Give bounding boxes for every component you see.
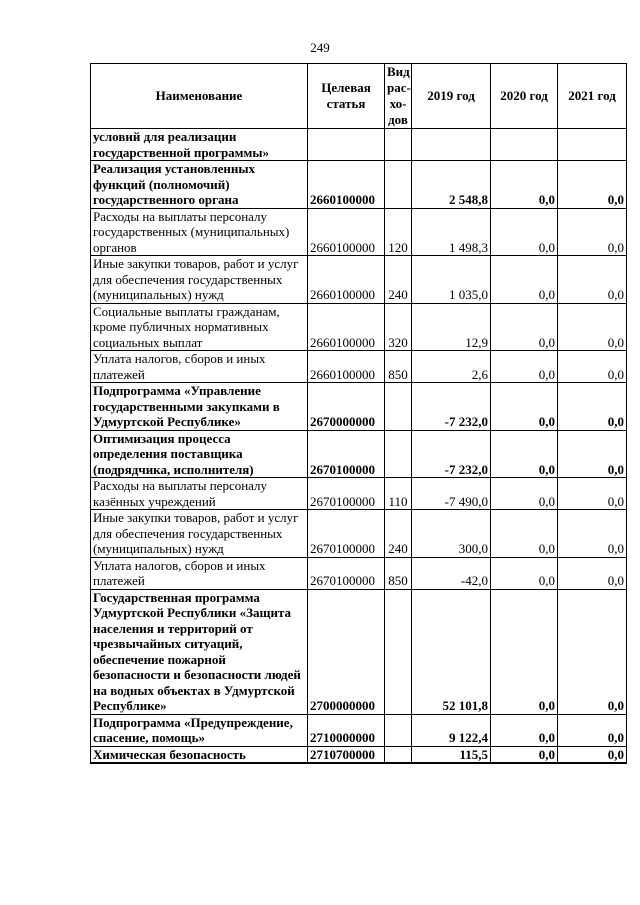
row-kind <box>385 129 412 161</box>
row-2019: -7 232,0 <box>412 430 491 478</box>
row-name: Подпрограмма «Управление государственными закупками в Удмуртской Республике» <box>91 383 308 431</box>
row-2021: 0,0 <box>558 746 627 763</box>
row-2019: 2,6 <box>412 351 491 383</box>
row-2020: 0,0 <box>491 256 558 304</box>
row-name: Иные закупки товаров, работ и услуг для обеспечения государственных (муниципальных) нужд <box>91 256 308 304</box>
row-2020: 0,0 <box>491 510 558 558</box>
row-code: 2710700000 <box>308 746 385 763</box>
row-kind <box>385 430 412 478</box>
row-2021: 0,0 <box>558 589 627 714</box>
table-row <box>91 351 627 383</box>
row-2021: 0,0 <box>558 303 627 351</box>
budget-table <box>90 63 627 764</box>
row-code: 2670000000 <box>308 383 385 431</box>
row-2019: 300,0 <box>412 510 491 558</box>
row-kind <box>385 161 412 209</box>
row-kind: 240 <box>385 510 412 558</box>
row-name: Реализация установленных функций (полномочий) государственного органа <box>91 161 308 209</box>
table-row <box>91 478 627 510</box>
row-code: 2670100000 <box>308 510 385 558</box>
row-kind: 120 <box>385 208 412 256</box>
row-2019: 1 498,3 <box>412 208 491 256</box>
row-2019 <box>412 129 491 161</box>
row-2020: 0,0 <box>491 383 558 431</box>
row-code: 2660100000 <box>308 256 385 304</box>
row-kind: 850 <box>385 351 412 383</box>
row-code: 2700000000 <box>308 589 385 714</box>
row-name: Государственная программа Удмуртской Республики «Защита населения и территорий от чрезвычайных ситуаций, обеспечение пожарной безопасности и безопасности людей на водных объектах в Удмуртской Республике» <box>91 589 308 714</box>
row-name: Расходы на выплаты персоналу казённых учреждений <box>91 478 308 510</box>
row-2021: 0,0 <box>558 430 627 478</box>
row-code: 2660100000 <box>308 303 385 351</box>
row-code: 2710000000 <box>308 714 385 746</box>
table-row <box>91 557 627 589</box>
row-2021: 0,0 <box>558 478 627 510</box>
row-2019: -7 232,0 <box>412 383 491 431</box>
row-kind <box>385 714 412 746</box>
row-kind <box>385 383 412 431</box>
row-name: Социальные выплаты гражданам, кроме публичных нормативных социальных выплат <box>91 303 308 351</box>
row-2021: 0,0 <box>558 557 627 589</box>
row-2020: 0,0 <box>491 589 558 714</box>
page-number: 249 <box>310 40 330 55</box>
row-kind: 240 <box>385 256 412 304</box>
row-name: условий для реализации государственной программы» <box>91 129 308 161</box>
row-2019: 52 101,8 <box>412 589 491 714</box>
row-2020: 0,0 <box>491 351 558 383</box>
row-2021: 0,0 <box>558 510 627 558</box>
row-kind: 110 <box>385 478 412 510</box>
table-row <box>91 510 627 558</box>
table-row <box>91 589 627 714</box>
table-row <box>91 746 627 763</box>
row-2019: -7 490,0 <box>412 478 491 510</box>
row-2020 <box>491 129 558 161</box>
header-2021: 2021 год <box>558 64 627 129</box>
row-name: Химическая безопасность <box>91 746 308 763</box>
row-kind: 320 <box>385 303 412 351</box>
row-code: 2660100000 <box>308 161 385 209</box>
row-code: 2660100000 <box>308 351 385 383</box>
row-2021: 0,0 <box>558 208 627 256</box>
row-code: 2670100000 <box>308 430 385 478</box>
table-row <box>91 430 627 478</box>
row-2019: 115,5 <box>412 746 491 763</box>
row-code: 2670100000 <box>308 557 385 589</box>
row-2020: 0,0 <box>491 161 558 209</box>
row-2019: 2 548,8 <box>412 161 491 209</box>
row-2020: 0,0 <box>491 714 558 746</box>
row-2020: 0,0 <box>491 557 558 589</box>
row-code <box>308 129 385 161</box>
row-name: Расходы на выплаты персоналу государственных (муниципальных) органов <box>91 208 308 256</box>
table-row <box>91 256 627 304</box>
row-name: Уплата налогов, сборов и иных платежей <box>91 557 308 589</box>
row-kind <box>385 589 412 714</box>
row-2020: 0,0 <box>491 746 558 763</box>
table-row <box>91 714 627 746</box>
table-row <box>91 383 627 431</box>
row-2019: 1 035,0 <box>412 256 491 304</box>
row-2021: 0,0 <box>558 161 627 209</box>
header-kind: Вид рас-хо-дов <box>385 64 412 129</box>
row-2021: 0,0 <box>558 714 627 746</box>
row-2020: 0,0 <box>491 303 558 351</box>
header-name: Наименование <box>91 64 308 129</box>
row-name: Уплата налогов, сборов и иных платежей <box>91 351 308 383</box>
row-name: Иные закупки товаров, работ и услуг для обеспечения государственных (муниципальных) нужд <box>91 510 308 558</box>
row-kind: 850 <box>385 557 412 589</box>
row-2021 <box>558 129 627 161</box>
table-header-row <box>91 64 627 129</box>
row-2019: -42,0 <box>412 557 491 589</box>
row-2021: 0,0 <box>558 383 627 431</box>
row-name: Подпрограмма «Предупреждение, спасение, помощь» <box>91 714 308 746</box>
table-row <box>91 129 627 161</box>
row-2020: 0,0 <box>491 208 558 256</box>
row-kind <box>385 746 412 763</box>
row-2019: 12,9 <box>412 303 491 351</box>
row-2020: 0,0 <box>491 430 558 478</box>
row-2021: 0,0 <box>558 351 627 383</box>
header-2019: 2019 год <box>412 64 491 129</box>
table-row <box>91 161 627 209</box>
row-code: 2670100000 <box>308 478 385 510</box>
header-code: Целевая статья <box>308 64 385 129</box>
row-code: 2660100000 <box>308 208 385 256</box>
row-name: Оптимизация процесса определения поставщика (подрядчика, исполнителя) <box>91 430 308 478</box>
row-2020: 0,0 <box>491 478 558 510</box>
row-2021: 0,0 <box>558 256 627 304</box>
row-2019: 9 122,4 <box>412 714 491 746</box>
table-row <box>91 208 627 256</box>
header-2020: 2020 год <box>491 64 558 129</box>
table-row <box>91 303 627 351</box>
